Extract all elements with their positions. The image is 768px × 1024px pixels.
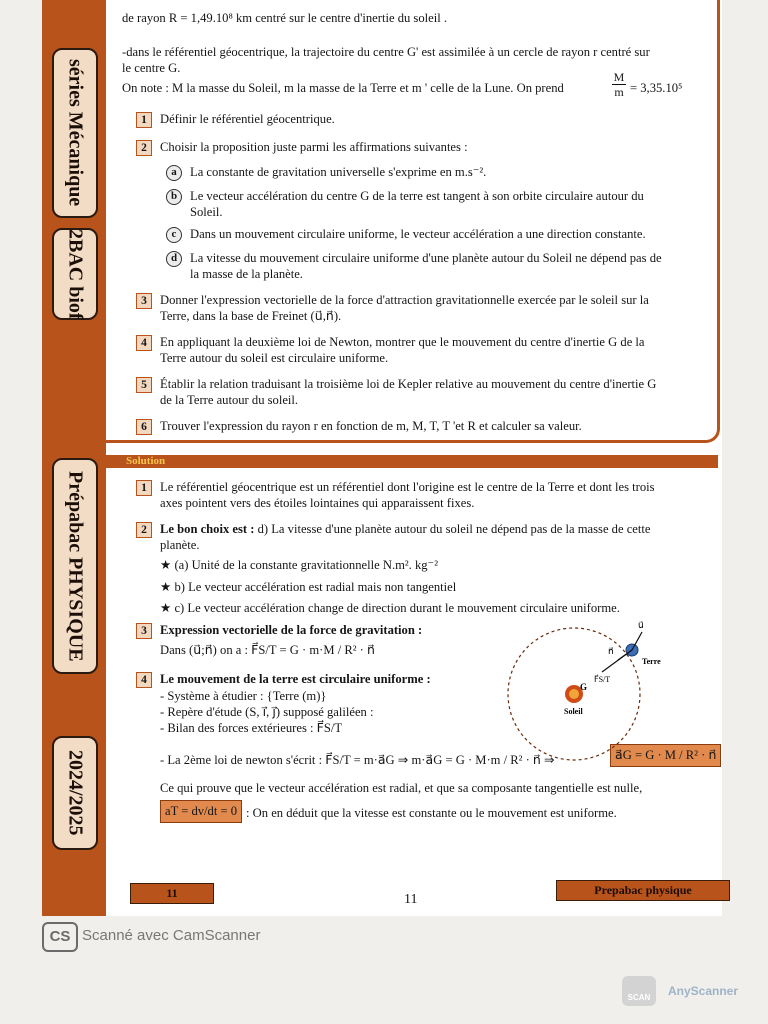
sun-core [569, 689, 579, 699]
question-6-number: 6 [136, 419, 152, 435]
solution-1-number: 1 [136, 480, 152, 496]
solution-1-line-2: axes pointent vers des étoiles lointaines qui apparaissent fixes. [160, 496, 475, 510]
solution-2-choice: d) La vitesse d'une planète autour du soleil ne dépend pas de la masse de cette [254, 522, 651, 536]
option-a-text: La constante de gravitation universelle s'exprime en m.s⁻². [190, 165, 487, 179]
solution-4-boxed-acceleration: a⃗G = G · M / R² · n⃗ [610, 744, 721, 767]
option-d-line-1: La vitesse du mouvement circulaire uniforme d'une planète autour du Soleil ne dépend pas de [190, 251, 662, 265]
solution-4-forces: - Bilan des forces extérieures : F⃗S/T [160, 721, 343, 735]
solution-2-star-b: ★ b) Le vecteur accélération est radial mais non tangentiel [160, 580, 457, 594]
intro-line-2: -dans le référentiel géocentrique, la trajectoire du centre G' est assimilée à un cercle de rayon r centré sur [122, 45, 650, 59]
sun-label: Soleil [564, 707, 583, 716]
solution-2-bold: Le bon choix est : [160, 522, 255, 536]
footer-left-number: 11 [130, 883, 214, 904]
intro-line-1: de rayon R = 1,49.10⁸ km centré sur le centre d'inertie du soleil . [122, 11, 448, 25]
solution-bar [106, 455, 718, 468]
footer-page-number: 11 [404, 892, 418, 907]
question-3-line-2: Terre, dans la base de Freinet (u⃗,n⃗). [160, 309, 342, 323]
solution-4-boxed-tangential: aT = dv/dt = 0 [160, 800, 242, 823]
solution-2-line-1 [160, 521, 651, 538]
solution-3-formula: Dans (u⃗;n⃗) on a : F⃗S/T = G · m·M / R² · n⃗ [160, 643, 375, 657]
solution-4-frame: - Repère d'étude (S, i⃗, j⃗) supposé galiléen : [160, 705, 374, 719]
sun-center-label: G [580, 682, 588, 692]
solution-4-number: 4 [136, 672, 152, 688]
solution-4-conclusion-2: : On en déduit que la vitesse est constante ou le mouvement est uniforme. [246, 806, 617, 820]
question-2-number: 2 [136, 140, 152, 156]
solution-2-line-2: planète. [160, 538, 200, 552]
option-a-marker: a [166, 165, 182, 181]
solution-1-line-1: Le référentiel géocentrique est un référentiel dont l'origine est le centre de la Terre et dont les trois [160, 480, 655, 494]
option-b-line-1: Le vecteur accélération du centre G de la terre est tangent à son orbite circulaire autour du [190, 189, 644, 203]
side-tab-class-label: 2BAC biof [64, 228, 87, 320]
solution-4-newton: - La 2ème loi de newton s'écrit : F⃗S/T = m·a⃗G ⇒ m·a⃗G = G · M·m / R² · n⃗ ⇒ [160, 753, 555, 767]
footer-brand: Prepabac physique [556, 880, 730, 901]
question-4-number: 4 [136, 335, 152, 351]
question-1-text: Définir le référentiel géocentrique. [160, 112, 335, 126]
earth-label: Terre [642, 657, 661, 666]
camscanner-text: Scanné avec CamScanner [82, 927, 261, 944]
camscanner-logo: CS [42, 922, 78, 952]
solution-4-conclusion: Ce qui prouve que le vecteur accélération est radial, et que sa composante tangentielle est nulle, [160, 781, 643, 795]
intro-line-3: le centre G. [122, 61, 181, 75]
orbit-diagram [478, 614, 710, 770]
option-d-line-2: la masse de la planète. [190, 267, 303, 281]
u-label: u⃗ [638, 620, 644, 630]
side-tab-series-label: séries Mécanique [64, 59, 87, 207]
question-3-number: 3 [136, 293, 152, 309]
anyscanner-logo: SCAN [622, 976, 656, 1006]
option-b-line-2: Soleil. [190, 205, 223, 219]
solution-3-number: 3 [136, 623, 152, 639]
option-d-marker: d [166, 251, 182, 267]
question-4-line-1: En appliquant la deuxième loi de Newton, montrer que le mouvement du centre d'inertie G de la [160, 335, 645, 349]
side-tab-prepabac-label: Prépabac PHYSIQUE [64, 470, 87, 662]
option-c-text: Dans un mouvement circulaire uniforme, le vecteur accélération a une direction constante. [190, 227, 646, 241]
solution-3-title: Expression vectorielle de la force de gravitation : [160, 623, 423, 637]
force-label: F⃗S/T [594, 675, 611, 684]
solution-4-system: - Système à étudier : {Terre (m)} [160, 689, 327, 703]
ratio-numerator: M [613, 70, 625, 84]
side-tab-year [52, 736, 98, 850]
question-5-line-1: Établir la relation traduisant la troisième loi de Kepler relative au mouvement du centre d'inertie G [160, 377, 657, 391]
anyscanner-text: AnyScanner [668, 984, 739, 998]
ratio-fraction [612, 70, 626, 99]
question-5-number: 5 [136, 377, 152, 393]
solution-2-star-c: ★ c) Le vecteur accélération change de direction durant le mouvement circulaire uniforme. [160, 601, 620, 615]
intro-line-4: On note : M la masse du Soleil, m la masse de la Terre et m ' celle de la Lune. On prend [122, 81, 564, 95]
side-tab-prepabac [52, 458, 98, 674]
solution-2-number: 2 [136, 522, 152, 538]
option-c-marker: c [166, 227, 182, 243]
ratio-value: = 3,35.10⁵ [630, 81, 683, 95]
force-vector [602, 650, 632, 672]
side-tab-year-label: 2024/2025 [64, 750, 87, 836]
question-3-line-1: Donner l'expression vectorielle de la force d'attraction gravitationnelle exercée par le soleil sur la [160, 293, 649, 307]
solution-2-star-a: ★ (a) Unité de la constante gravitationnelle N.m². kg⁻² [160, 558, 438, 572]
n-label: n⃗ [608, 646, 614, 656]
question-5-line-2: de la Terre autour du soleil. [160, 393, 299, 407]
side-tab-series [52, 48, 98, 218]
ratio-denominator: m [614, 85, 624, 99]
question-1-number: 1 [136, 112, 152, 128]
option-b-marker: b [166, 189, 182, 205]
side-tab-class [52, 228, 98, 320]
question-6-text: Trouver l'expression du rayon r en fonction de m, M, T, T 'et R et calculer sa valeur. [160, 419, 582, 433]
question-2-text: Choisir la proposition juste parmi les affirmations suivantes : [160, 140, 468, 154]
solution-4-title: Le mouvement de la terre est circulaire uniforme : [160, 672, 431, 686]
question-4-line-2: Terre autour du soleil est circulaire uniforme. [160, 351, 389, 365]
solution-label: Solution [126, 455, 166, 467]
